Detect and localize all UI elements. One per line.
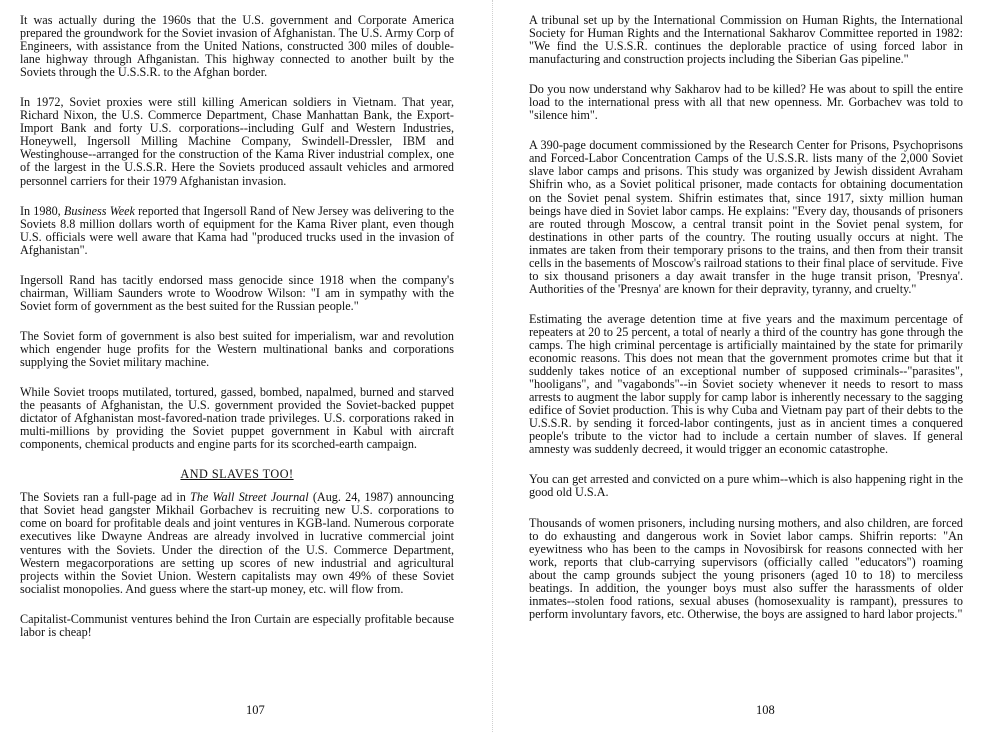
text-run: The Soviets ran a full-page ad in <box>20 490 191 505</box>
paragraph: Estimating the average detention time at five years and the maximum percentage of repeaters at 20 to 25 percent, a total of nearly a third of the country has gone through the camps. The high criminal percentage is artificially maintained by the state for primarily economic reasons. This does not mean that the government promotes crime but that it suddenly takes notice of an exceptional number of supposed criminals--"parasites", "hooligans", and "vagabonds"--in Soviet society whenever it needs to resort to mass arrests to augment the labor supply for camp labor is inherently necessary to the sagging edifice of Soviet production. This is why Cuba and Vietnam pay part of their debts to the U.S.S.R. by sending it forced-labor contingents, just as in ancient times a conquered people's tribute to the victor had to include a certain number of slaves. If general amnesty was suddenly decreed, it would trigger an economic catastrophe. <box>529 311 963 457</box>
publication-title: Business Week <box>63 203 135 218</box>
paragraph: The Soviet form of government is also best suited for imperialism, war and revolution which engender huge profits for the Western multinational banks and corporations supplying the Soviet military machine. <box>20 328 454 369</box>
left-page <box>20 14 454 732</box>
page-number: 107 <box>246 703 265 717</box>
paragraph <box>20 205 454 257</box>
paragraph: A tribunal set up by the International Commission on Human Rights, the International Society for Human Rights and the International Sakharov Committee reported in 1982: "We find the U.S.S.R. continues the deplorable practice of using forced labor in manufacturing and construction projects including the Siberian Gas pipeline." <box>529 13 963 67</box>
section-heading: AND SLAVES TOO! <box>180 467 294 482</box>
paragraph: While Soviet troops mutilated, tortured, gassed, bombed, napalmed, burned and starved the peasants of Afghanistan, the U.S. government provided the Soviet-backed puppet dictator of Afghanistan most-favored-nation trade privileges. U.S. corporations raked in multi-millions by providing the Soviet puppet government in Kabul with aircraft components, chemical products and engine parts for its scorched-earth campaign. <box>20 385 454 452</box>
paragraph: You can get arrested and convicted on a pure whim--which is also happening right in the good old U.S.A. <box>529 472 963 500</box>
paragraph: A 390-page document commissioned by the Research Center for Prisons, Psychoprisons and Forced-Labor Concentration Camps of the U.S.S.R. lists many of the 2,000 Soviet slave labor camps and prisons. This study was organized by Jewish dissident Avraham Shifrin who, as a Soviet political prisoner, made contacts for obtaining documentation on the Soviet penal system. Shifrin estimates that, since 1917, sixty million human beings have died in Soviet labor camps. He explains: "Every day, thousands of prisoners are routed through Moscow, a central transit point in the Soviet penal system, for destinations in other parts of the country. The routing usually occurs at night. The inmates are taken from their temporary prisons to the trains, and then from their transit cells in the basements of Moscow's railroad stations to their final place of servitude. Five to six thousand prisoners a day await transfer in the huge transit prison, 'Presnya'. Authorities of the 'Presnya' are known for their depravity, tyranny, and cruelty." <box>529 138 963 296</box>
text-run: reported that Ingersoll Rand of New Jersey was delivering to the Soviets 8.8 million dollars worth of equipment for the Kama River plant, even though U.S. officials were well aware that Kama had "produced trucks used in the invasion of Afghanistan". <box>20 203 454 257</box>
text-run: In 1980, <box>20 203 64 218</box>
paragraph: Capitalist-Communist ventures behind the Iron Curtain are especially profitable because labor is cheap! <box>20 611 454 639</box>
paragraph: It was actually during the 1960s that the U.S. government and Corporate America prepared the groundwork for the Soviet invasion of Afghanistan. The U.S. Army Corp of Engineers, with assistance from the United Nations, constructed 300 miles of double-lane highway through Afhganistan. This highway connected to another built by the Soviets through the U.S.S.R. to the Afghan border. <box>20 13 454 80</box>
page-gutter <box>492 0 493 732</box>
paragraph: In 1972, Soviet proxies were still killing American soldiers in Vietnam. That year, Richard Nixon, the U.S. Commerce Department, Chase Manhattan Bank, the Export-Import Bank and forty U.S. corporations--including Gulf and Western Industries, Honeywell, Ingersoll Milling Machine Company, Swindell-Dressler, IBM and Westinghouse--arranged for the construction of the Kama River industrial complex, one of the largest in the U.S.S.R. Here the Soviets produced assault vehicles and armored personnel carriers for their 1979 Afghanistan invasion. <box>20 95 454 188</box>
text-run: (Aug. 24, 1987) announcing that Soviet head gangster Mikhail Gorbachev is recruiting new U.S. corporations to come on board for profitable deals and joint ventures in KGB-land. Numerous corporate executives like Dwayne Andreas are already involved in lucrative commercial joint ventures with the Soviets. Under the direction of the U.S. Commerce Department, Western megacorporations are setting up scores of new industrial and agricultural projects within the Soviet Union. Western capitalists may own 49% of these Soviet socialist monopolies. And guess where the start-up money, etc. will flow from. <box>20 490 454 596</box>
paragraph: Do you now understand why Sakharov had to be killed? He was about to spill the entire load to the international press with all that new openness. Mr. Gorbachev was told to "silence him". <box>529 82 963 123</box>
right-page <box>529 14 963 732</box>
paragraph: Thousands of women prisoners, including nursing mothers, and also children, are forced to do exhausting and dangerous work in Soviet labor camps. Shifrin reports: "An eyewitness who has been to the camps in Novosibirsk for reasons connected with her work, reports that club-carrying supervisors (officially called "educators") roaming about the camp grounds subject the young prisoners (aged 10 to 18) to merciless beatings. In addition, the younger boys must also suffer the harassments of older inmates--stolen food rations, sexual abuses (homosexuality is rampant), pressures to perform involuntary favors, etc. Otherwise, the boys are assigned to hard labor projects." <box>529 515 963 621</box>
paragraph <box>20 491 454 595</box>
paragraph: Ingersoll Rand has tacitly endorsed mass genocide since 1918 when the company's chairman, William Saunders wrote to Woodrow Wilson: "I am in sympathy with the Soviet form of government as the best suited for the Russian people." <box>20 272 454 313</box>
publication-title: The Wall Street Journal <box>190 490 309 505</box>
page-number: 108 <box>756 703 775 717</box>
